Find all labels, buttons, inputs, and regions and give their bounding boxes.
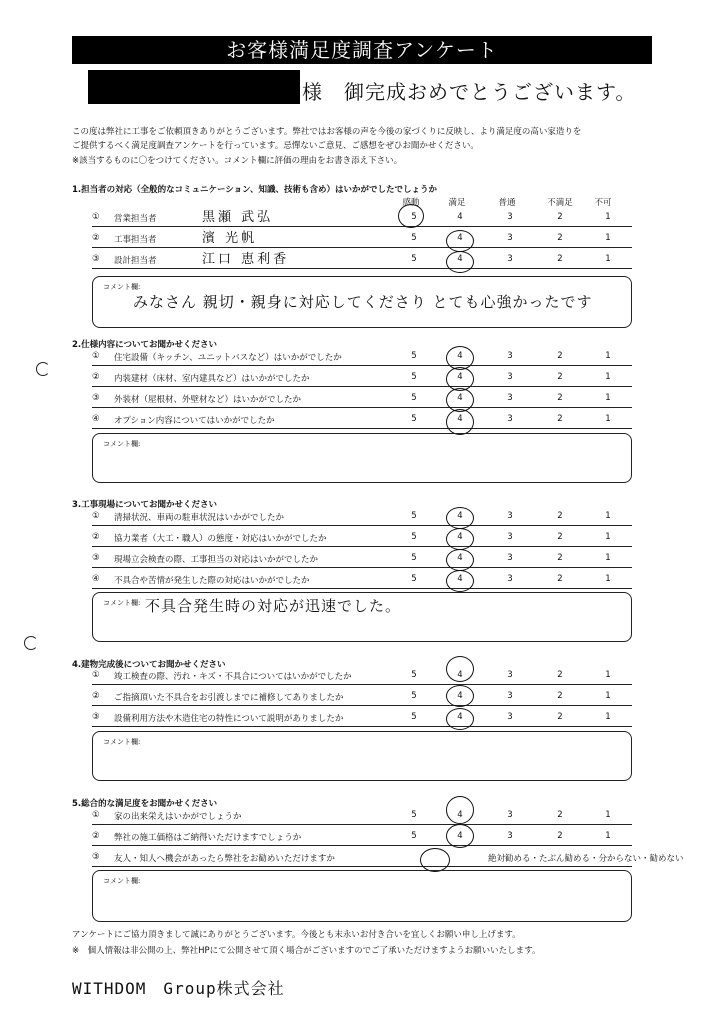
score-5[interactable]: 5 <box>411 233 417 243</box>
question-row <box>92 570 632 589</box>
question-row <box>92 687 632 706</box>
question-row <box>92 208 632 227</box>
handwritten-comment: 不具合発生時の対応が迅速でした。 <box>145 597 402 615</box>
question-text: 友人・知人へ機会があったら弊社をお勧めいただけますか <box>114 854 335 864</box>
score-1[interactable]: 1 <box>605 574 611 584</box>
question-text: 不具合や苦情が発生した際の対応はいかがでしたか <box>114 576 310 586</box>
question-number: ④ <box>92 574 100 584</box>
score-2[interactable]: 2 <box>557 831 563 841</box>
score-2[interactable]: 2 <box>557 670 563 680</box>
score-1[interactable]: 1 <box>605 511 611 521</box>
score-1[interactable]: 1 <box>605 212 611 222</box>
score-3[interactable]: 3 <box>507 372 513 382</box>
selection-circle <box>446 251 474 273</box>
question-text: 設計担当者 <box>114 256 157 266</box>
score-2[interactable]: 2 <box>557 691 563 701</box>
score-4[interactable]: 4 <box>457 712 463 722</box>
comment-box[interactable] <box>92 433 632 483</box>
score-3[interactable]: 3 <box>507 691 513 701</box>
score-3[interactable]: 3 <box>507 351 513 361</box>
score-5[interactable]: 5 <box>411 553 417 563</box>
score-2[interactable]: 2 <box>557 511 563 521</box>
score-4[interactable]: 4 <box>457 532 463 542</box>
handwritten-name: 江口 恵利香 <box>202 252 290 267</box>
selection-circle <box>446 507 474 529</box>
question-number: ③ <box>92 553 100 563</box>
comment-label: コメント欄: <box>103 440 141 448</box>
question-text: 住宅設備（キッチン、ユニットバスなど）はいかがでしたか <box>114 353 342 363</box>
punch-hole-icon <box>36 362 50 376</box>
selection-circle <box>446 656 474 682</box>
selection-circle <box>446 708 474 730</box>
question-text: 協力業者（大工・職人）の態度・対応はいかがでしたか <box>114 534 327 544</box>
intro-line-3: ※該当するものに〇をつけてください。コメント欄に評価の理由をお書き添え下さい。 <box>72 156 403 166</box>
score-1[interactable]: 1 <box>605 553 611 563</box>
score-5[interactable]: 5 <box>411 532 417 542</box>
section-4-title: 4.建物完成後についてお聞かせください <box>72 660 226 670</box>
question-number: ④ <box>92 414 100 424</box>
question-number: ③ <box>92 393 100 403</box>
score-1[interactable]: 1 <box>605 351 611 361</box>
score-2[interactable]: 2 <box>557 553 563 563</box>
section-3-title: 3.工事現場についてお聞かせください <box>72 500 217 510</box>
score-4[interactable]: 4 <box>457 574 463 584</box>
score-4[interactable]: 4 <box>457 511 463 521</box>
score-2[interactable]: 2 <box>557 212 563 222</box>
question-row <box>92 229 632 248</box>
score-4[interactable]: 4 <box>457 810 463 820</box>
score-4[interactable]: 4 <box>457 414 463 424</box>
question-text: 竣工検査の際、汚れ・キズ・不具合についてはいかがでしたか <box>114 672 352 682</box>
question-number: ② <box>92 233 100 243</box>
question-row <box>92 848 684 867</box>
question-row <box>92 806 632 825</box>
score-5[interactable]: 5 <box>411 574 417 584</box>
score-2[interactable]: 2 <box>557 712 563 722</box>
survey-title: お客様満足度調査アンケート <box>72 36 652 64</box>
score-3[interactable]: 3 <box>507 233 513 243</box>
score-5[interactable]: 5 <box>411 691 417 701</box>
score-2[interactable]: 2 <box>557 393 563 403</box>
score-5[interactable]: 5 <box>411 511 417 521</box>
score-1[interactable]: 1 <box>605 831 611 841</box>
score-1[interactable]: 1 <box>605 712 611 722</box>
question-number: ① <box>92 810 100 820</box>
score-5[interactable]: 5 <box>411 712 417 722</box>
score-4[interactable]: 4 <box>457 212 463 222</box>
score-5[interactable]: 5 <box>411 351 417 361</box>
score-5[interactable]: 5 <box>411 212 417 222</box>
question-number: ③ <box>92 254 100 264</box>
score-3[interactable]: 3 <box>507 670 513 680</box>
question-text: 清掃状況、車両の駐車状況はいかがでしたか <box>114 513 285 523</box>
question-row <box>92 410 632 429</box>
score-3[interactable]: 3 <box>507 393 513 403</box>
question-number: ② <box>92 372 100 382</box>
scale-label-5: 感動 <box>402 198 420 208</box>
score-2[interactable]: 2 <box>557 254 563 264</box>
score-1[interactable]: 1 <box>605 372 611 382</box>
selection-circle <box>398 204 424 228</box>
selection-circle <box>446 824 474 848</box>
question-text: 設備利用方法や木造住宅の特性について説明がありましたか <box>114 714 344 724</box>
redacted-customer-name <box>88 70 300 104</box>
selection-circle <box>446 796 474 824</box>
congratulations-text: 様 御完成おめでとうございます。 <box>302 80 637 104</box>
question-text: ご指摘頂いた不具合をお引渡しまでに補修してありましたか <box>114 693 344 703</box>
score-4[interactable]: 4 <box>457 393 463 403</box>
score-1[interactable]: 1 <box>605 532 611 542</box>
score-5[interactable]: 5 <box>411 670 417 680</box>
score-4[interactable]: 4 <box>457 372 463 382</box>
selection-circle <box>446 230 474 252</box>
question-text: オプション内容についてはいかがでしたか <box>114 416 275 426</box>
thank-you-text: アンケートにご協力頂きまして誠にありがとうございます。今後とも末永いお付き合いを宜しくお願い申し上げます。 <box>72 930 521 940</box>
score-1[interactable]: 1 <box>605 670 611 680</box>
selection-circle <box>446 409 474 435</box>
question-row <box>92 666 632 685</box>
question-text: 弊社の施工価格はご納得いただけますでしょうか <box>114 833 302 843</box>
score-3[interactable]: 3 <box>507 414 513 424</box>
question-number: ② <box>92 532 100 542</box>
score-1[interactable]: 1 <box>605 393 611 403</box>
question-number: ① <box>92 351 100 361</box>
score-5[interactable]: 5 <box>411 414 417 424</box>
score-4[interactable]: 4 <box>457 691 463 701</box>
score-3[interactable]: 3 <box>507 831 513 841</box>
question-row <box>92 347 632 366</box>
score-3[interactable]: 3 <box>507 511 513 521</box>
score-4[interactable]: 4 <box>457 254 463 264</box>
score-4[interactable]: 4 <box>457 351 463 361</box>
section-1-title: 1.担当者の対応（全般的なコミュニケーション、知識、技術も含め）はいかがでしたでしょうか <box>72 185 437 195</box>
comment-label: コメント欄: <box>103 599 141 607</box>
score-3[interactable]: 3 <box>507 532 513 542</box>
question-row <box>92 389 632 408</box>
score-4[interactable]: 4 <box>457 553 463 563</box>
comment-box[interactable] <box>92 276 632 328</box>
question-row <box>92 708 632 727</box>
question-row <box>92 507 632 526</box>
handwritten-name: 濱 光帆 <box>202 231 258 246</box>
selection-circle <box>446 549 474 571</box>
question-number: ③ <box>92 852 100 862</box>
comment-label: コメント欄: <box>103 877 141 885</box>
question-number: ② <box>92 831 100 841</box>
score-1[interactable]: 1 <box>605 254 611 264</box>
question-number: ① <box>92 212 100 222</box>
score-3[interactable]: 3 <box>507 712 513 722</box>
question-row <box>92 528 632 547</box>
intro-line-2: ご提供するべく満足度調査アンケートを行っています。忌憚ないご意見、ご感想をぜひお聞かせください。 <box>72 141 479 151</box>
handwritten-comment: みなさん 親切・親身に対応してくださり とても心強かったです <box>133 293 593 311</box>
scale-label-2: 不満足 <box>547 198 573 208</box>
question-row <box>92 827 632 846</box>
score-5[interactable]: 5 <box>411 254 417 264</box>
score-2[interactable]: 2 <box>557 351 563 361</box>
scale-label-1: 不可 <box>594 198 612 208</box>
selection-circle <box>446 570 474 592</box>
question-text: 外装材（屋根材、外壁材など）はいかがでしたか <box>114 395 302 405</box>
comment-box[interactable] <box>92 592 632 642</box>
comment-label: コメント欄: <box>103 283 141 291</box>
score-3[interactable]: 3 <box>507 574 513 584</box>
score-2[interactable]: 2 <box>557 233 563 243</box>
score-4[interactable]: 4 <box>457 233 463 243</box>
question-text: 工事担当者 <box>114 235 157 245</box>
score-5[interactable]: 5 <box>411 810 417 820</box>
scale-label-4: 満足 <box>448 198 466 208</box>
score-2[interactable]: 2 <box>557 574 563 584</box>
scale-label-3: 普通 <box>498 198 516 208</box>
score-3[interactable]: 3 <box>507 212 513 222</box>
recommend-options[interactable]: 絶対勧める・たぶん勧める・分からない・勧めない <box>488 854 684 864</box>
selection-circle <box>446 685 474 707</box>
question-text: 内装建材（床材、室内建具など）はいかがでしたか <box>114 374 310 384</box>
selection-circle <box>446 528 474 550</box>
question-number: ① <box>92 511 100 521</box>
score-5[interactable]: 5 <box>411 372 417 382</box>
score-1[interactable]: 1 <box>605 810 611 820</box>
score-3[interactable]: 3 <box>507 553 513 563</box>
punch-hole-icon <box>24 636 38 650</box>
comment-box[interactable] <box>92 731 632 781</box>
score-2[interactable]: 2 <box>557 532 563 542</box>
score-3[interactable]: 3 <box>507 254 513 264</box>
section-5-title: 5.総合的な満足度をお聞かせください <box>72 799 218 809</box>
question-row <box>92 250 632 269</box>
selection-circle <box>420 848 450 872</box>
question-number: ① <box>92 670 100 680</box>
question-row <box>92 368 632 387</box>
score-5[interactable]: 5 <box>411 393 417 403</box>
company-name: WITHDOM Group株式会社 <box>72 979 285 998</box>
question-text: 営業担当者 <box>114 214 157 224</box>
intro-line-1: この度は弊社に工事をご依頼頂きありがとうございます。弊社ではお客様の声を今後の家づくりに反映し、より満足度の高い家造りを <box>72 127 582 137</box>
score-1[interactable]: 1 <box>605 233 611 243</box>
section-2-title: 2.仕様内容についてお聞かせください <box>72 340 217 350</box>
score-4[interactable]: 4 <box>457 831 463 841</box>
privacy-note: ※ 個人情報は非公開の上、弊社HPにて公開させて頂く場合がございますのでご了承いただけますようお願いいたします。 <box>72 946 541 956</box>
score-2[interactable]: 2 <box>557 372 563 382</box>
score-4[interactable]: 4 <box>457 670 463 680</box>
score-5[interactable]: 5 <box>411 831 417 841</box>
score-2[interactable]: 2 <box>557 810 563 820</box>
score-1[interactable]: 1 <box>605 414 611 424</box>
handwritten-name: 黒瀬 武弘 <box>202 210 274 225</box>
comment-label: コメント欄: <box>103 738 141 746</box>
question-text: 家の出来栄えはいかがでしょうか <box>114 812 242 822</box>
question-number: ② <box>92 691 100 701</box>
question-number: ③ <box>92 712 100 722</box>
question-text: 現場立会検査の際、工事担当の対応はいかがでしたか <box>114 555 319 565</box>
score-2[interactable]: 2 <box>557 414 563 424</box>
score-1[interactable]: 1 <box>605 691 611 701</box>
score-3[interactable]: 3 <box>507 810 513 820</box>
question-row <box>92 549 632 568</box>
comment-box[interactable] <box>92 870 632 922</box>
